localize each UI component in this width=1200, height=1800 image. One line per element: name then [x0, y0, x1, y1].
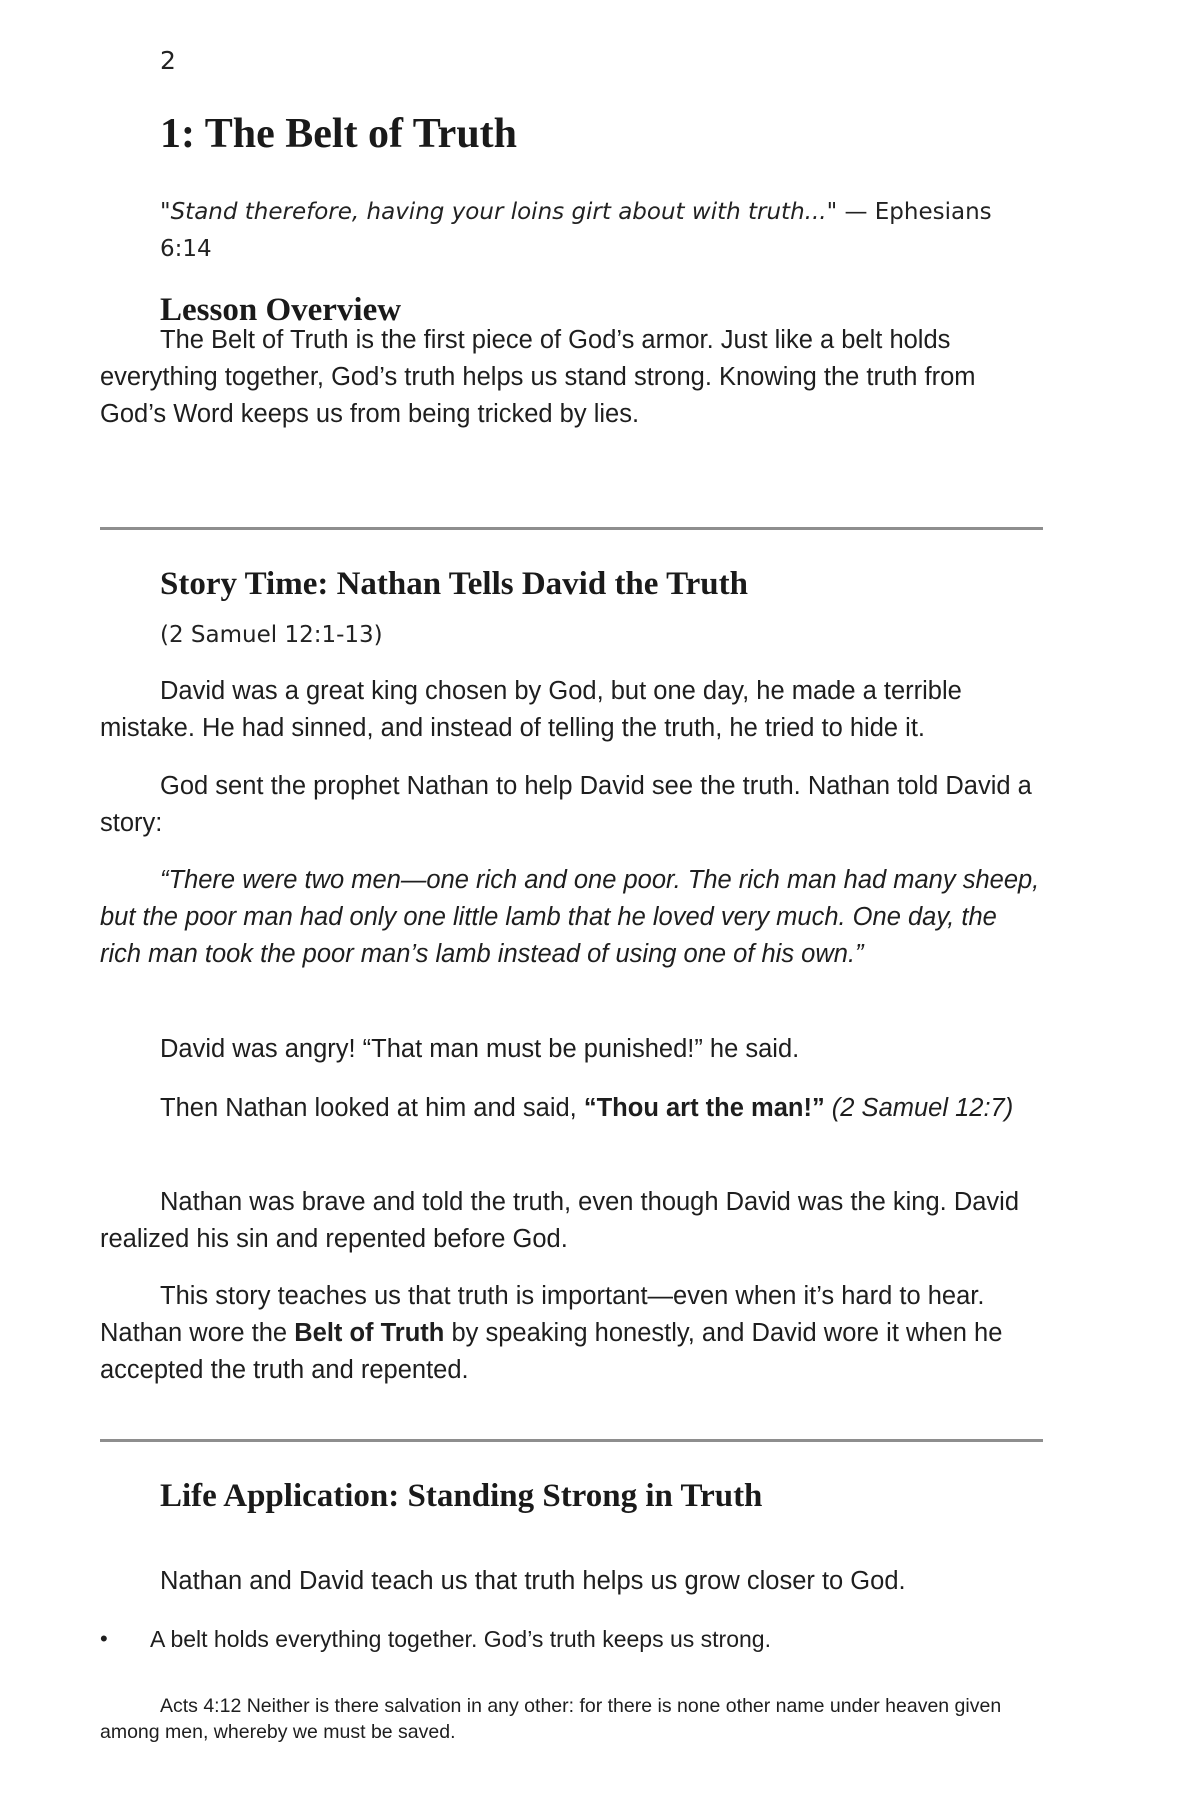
- story-p7-bold: Belt of Truth: [294, 1319, 445, 1347]
- overview-paragraph: The Belt of Truth is the first piece of God’s armor. Just like a belt holds everything together, God’s truth helps us stand strong. Knowing the truth from God’s Word keeps us from being tricked by lies.: [100, 326, 976, 428]
- story-p5-text: Then Nathan looked at him and said,: [160, 1094, 577, 1122]
- story-reference: (2 Samuel 12:1-13): [160, 622, 383, 648]
- story-paragraph-6: Nathan was brave and told the truth, even though David was the king. David realized his sin and repented before God.: [100, 1188, 1020, 1253]
- story-p7-text: This story teaches us that truth is important—even when it’s hard to hear. Nathan wore the: [100, 1282, 985, 1347]
- section-divider: [100, 1439, 1043, 1442]
- story-time-heading: Story Time: Nathan Tells David the Truth: [160, 566, 748, 602]
- section-divider: [100, 527, 1043, 530]
- story-paragraph-2: God sent the prophet Nathan to help David see the truth. Nathan told David a story:: [100, 772, 1032, 837]
- life-application-heading: Life Application: Standing Strong in Truth: [160, 1478, 763, 1514]
- story-paragraph-7: [100, 1278, 1040, 1389]
- footnote: Acts 4:12 Neither is there salvation in any other: for there is none other name under heaven given among men, whereby we must be saved.: [100, 1695, 1002, 1743]
- epigraph-quote: "Stand therefore, having your loins girt about with truth...": [160, 199, 838, 225]
- chapter-title: 1: The Belt of Truth: [160, 111, 518, 157]
- story-paragraph-5: [100, 1090, 1040, 1127]
- story-paragraph-4: David was angry! “That man must be punished!” he said.: [160, 1035, 800, 1063]
- story-p7-after: by speaking honestly, and David wore it when he accepted the truth and repented.: [100, 1319, 1003, 1384]
- lesson-overview-heading: Lesson Overview: [160, 292, 402, 328]
- story-quote-paragraph: “There were two men—one rich and one poor. The rich man had many sheep, but the poor man had only one little lamb that he loved very much. One day, the rich man took the poor man’s lamb instead of using one of his own.”: [100, 866, 1040, 968]
- life-application-intro: Nathan and David teach us that truth helps us grow closer to God.: [160, 1567, 906, 1595]
- story-p5-bold: “Thou art the man!”: [583, 1094, 825, 1122]
- epigraph: [160, 194, 1050, 268]
- story-p5-ref: (2 Samuel 12:7): [831, 1094, 1014, 1122]
- page-number: 2: [160, 46, 176, 75]
- bullet-text: A belt holds everything together. God’s truth keeps us strong.: [150, 1626, 771, 1652]
- epigraph-source: — Ephesians 6:14: [160, 199, 992, 262]
- bullet-icon: •: [100, 1626, 108, 1651]
- story-paragraph-1: David was a great king chosen by God, but one day, he made a terrible mistake. He had sinned, and instead of telling the truth, he tried to hide it.: [100, 677, 962, 742]
